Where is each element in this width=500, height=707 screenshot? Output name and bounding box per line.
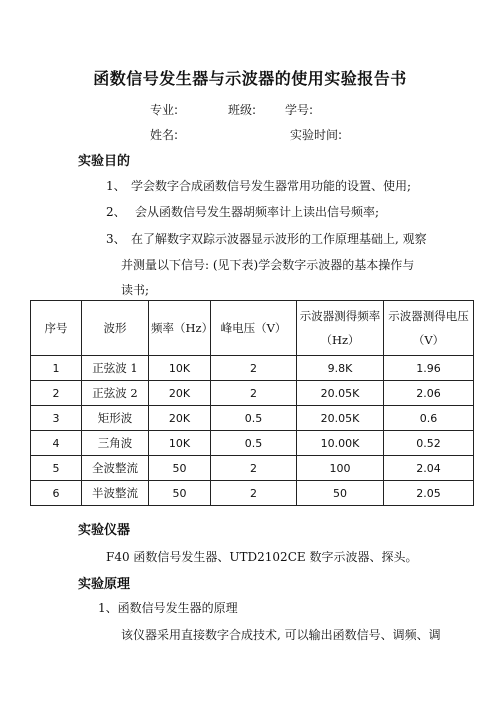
cell-peak-voltage: 2: [211, 456, 297, 481]
cell-measured-frequency: 10.00K: [297, 431, 384, 456]
table-row: [31, 431, 474, 456]
purpose-heading: 实验目的: [78, 154, 131, 169]
cell-measured-frequency: 20.05K: [297, 406, 384, 431]
header-measured-frequency: 示波器测得频率（Hz）: [297, 301, 384, 356]
table-row: [31, 481, 474, 506]
cell-index: 1: [31, 356, 82, 381]
principle-paragraph-1: 该仪器采用直接数字合成技术, 可以输出函数信号、调频、调: [121, 628, 441, 642]
table-row: [31, 381, 474, 406]
purpose-item-3-continuation-2: 读书;: [121, 283, 150, 297]
cell-frequency: 20K: [149, 406, 211, 431]
instruments-text: F40 函数信号发生器、UTD2102CE 数字示波器、探头。: [106, 550, 418, 564]
table-row: [31, 456, 474, 481]
cell-peak-voltage: 0.5: [211, 406, 297, 431]
principle-heading: 实验原理: [78, 577, 131, 592]
cell-measured-frequency: 50: [297, 481, 384, 506]
cell-frequency: 20K: [149, 381, 211, 406]
cell-frequency: 10K: [149, 431, 211, 456]
purpose-item-3-text: 在了解数字双踪示波器显示波形的工作原理基础上, 观察: [131, 232, 427, 246]
cell-peak-voltage: 2: [211, 481, 297, 506]
cell-measured-voltage: 2.06: [384, 381, 474, 406]
cell-waveform: 全波整流: [82, 456, 149, 481]
cell-index: 3: [31, 406, 82, 431]
purpose-item-1-text: 学会数字合成函数信号发生器常用功能的设置、使用;: [131, 179, 412, 193]
cell-measured-voltage: 2.05: [384, 481, 474, 506]
purpose-item-3-number: 3、: [106, 232, 126, 246]
cell-index: 4: [31, 431, 82, 456]
purpose-item-2-number: 2、: [106, 205, 126, 219]
header-waveform: 波形: [82, 301, 149, 356]
purpose-item-3-continuation-1: 并测量以下信号: (见下表)学会数字示波器的基本操作与: [121, 258, 415, 272]
cell-measured-frequency: 100: [297, 456, 384, 481]
cell-waveform: 正弦波 1: [82, 356, 149, 381]
cell-waveform: 半波整流: [82, 481, 149, 506]
cell-index: 5: [31, 456, 82, 481]
cell-index: 2: [31, 381, 82, 406]
major-label: 专业:: [150, 103, 179, 117]
header-index: 序号: [31, 301, 82, 356]
cell-measured-frequency: 20.05K: [297, 381, 384, 406]
cell-peak-voltage: 2: [211, 356, 297, 381]
purpose-item-1-number: 1、: [106, 179, 126, 193]
cell-index: 6: [31, 481, 82, 506]
cell-measured-voltage: 1.96: [384, 356, 474, 381]
table-row: [31, 356, 474, 381]
cell-waveform: 正弦波 2: [82, 381, 149, 406]
student-id-label: 学号:: [285, 103, 314, 117]
experiment-time-label: 实验时间:: [290, 128, 343, 142]
cell-measured-voltage: 2.04: [384, 456, 474, 481]
cell-measured-frequency: 9.8K: [297, 356, 384, 381]
cell-frequency: 50: [149, 481, 211, 506]
cell-peak-voltage: 2: [211, 381, 297, 406]
cell-waveform: 矩形波: [82, 406, 149, 431]
table-header-row: [31, 301, 474, 356]
purpose-item-2-text: 会从函数信号发生器胡频率计上读出信号频率;: [135, 205, 380, 219]
header-measured-voltage: 示波器测得电压（V）: [384, 301, 474, 356]
class-label: 班级:: [228, 103, 257, 117]
table-row: [31, 406, 474, 431]
principle-subheading-1: 1、函数信号发生器的原理: [98, 601, 238, 615]
header-peak-voltage: 峰电压（V）: [211, 301, 297, 356]
cell-measured-voltage: 0.52: [384, 431, 474, 456]
document-title: 函数信号发生器与示波器的使用实验报告书: [93, 69, 407, 88]
cell-frequency: 10K: [149, 356, 211, 381]
cell-frequency: 50: [149, 456, 211, 481]
cell-measured-voltage: 0.6: [384, 406, 474, 431]
instruments-heading: 实验仪器: [78, 523, 131, 538]
name-label: 姓名:: [150, 128, 179, 142]
measurement-table: [30, 300, 474, 506]
cell-peak-voltage: 0.5: [211, 431, 297, 456]
header-frequency: 频率（Hz）: [149, 301, 211, 356]
cell-waveform: 三角波: [82, 431, 149, 456]
